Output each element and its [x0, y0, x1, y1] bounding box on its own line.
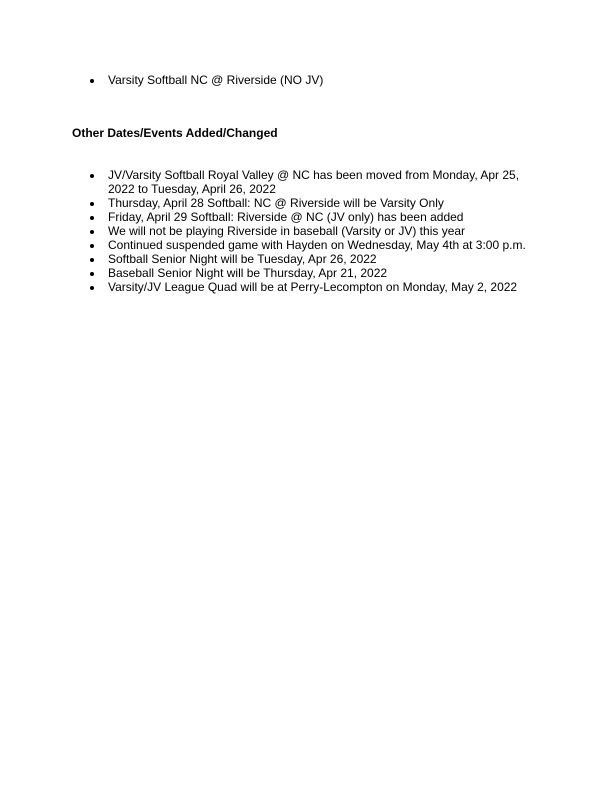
events-bullet-list — [90, 168, 540, 294]
list-item-text: Varsity/JV League Quad will be at Perry-Lecompton on Monday, May 2, 2022 — [108, 280, 518, 294]
section-heading: Other Dates/Events Added/Changed — [72, 126, 278, 140]
list-item-text: Continued suspended game with Hayden on Wednesday, May 4th at 3:00 p.m. — [108, 238, 526, 252]
bullet-icon — [90, 272, 94, 276]
bullet-icon — [90, 174, 94, 178]
top-bullet-list — [90, 73, 540, 87]
list-item-text: Thursday, April 28 Softball: NC @ Riverside will be Varsity Only — [108, 196, 444, 210]
list-item — [90, 238, 540, 252]
list-item — [90, 280, 540, 294]
list-item-text: Baseball Senior Night will be Thursday, Apr 21, 2022 — [108, 266, 388, 280]
list-item — [90, 252, 540, 266]
bullet-icon — [90, 230, 94, 234]
list-item — [90, 196, 540, 210]
list-item-text: JV/Varsity Softball Royal Valley @ NC has been moved from Monday, Apr 25, 2022 to Tuesday, April 26, 2022 — [108, 168, 520, 196]
list-item-text: Friday, April 29 Softball: Riverside @ NC (JV only) has been added — [108, 210, 464, 224]
list-item — [90, 210, 540, 224]
bullet-icon — [90, 286, 94, 290]
list-item-text: Varsity Softball NC @ Riverside (NO JV) — [108, 73, 324, 87]
list-item — [90, 168, 540, 196]
bullet-icon — [90, 244, 94, 248]
list-item-text: Softball Senior Night will be Tuesday, Apr 26, 2022 — [108, 252, 377, 266]
bullet-icon — [90, 258, 94, 262]
list-item — [90, 73, 540, 87]
list-item — [90, 224, 540, 238]
bullet-icon — [90, 216, 94, 220]
bullet-icon — [90, 202, 94, 206]
bullet-icon — [90, 79, 94, 83]
list-item — [90, 266, 540, 280]
list-item-text: We will not be playing Riverside in baseball (Varsity or JV) this year — [108, 224, 466, 238]
